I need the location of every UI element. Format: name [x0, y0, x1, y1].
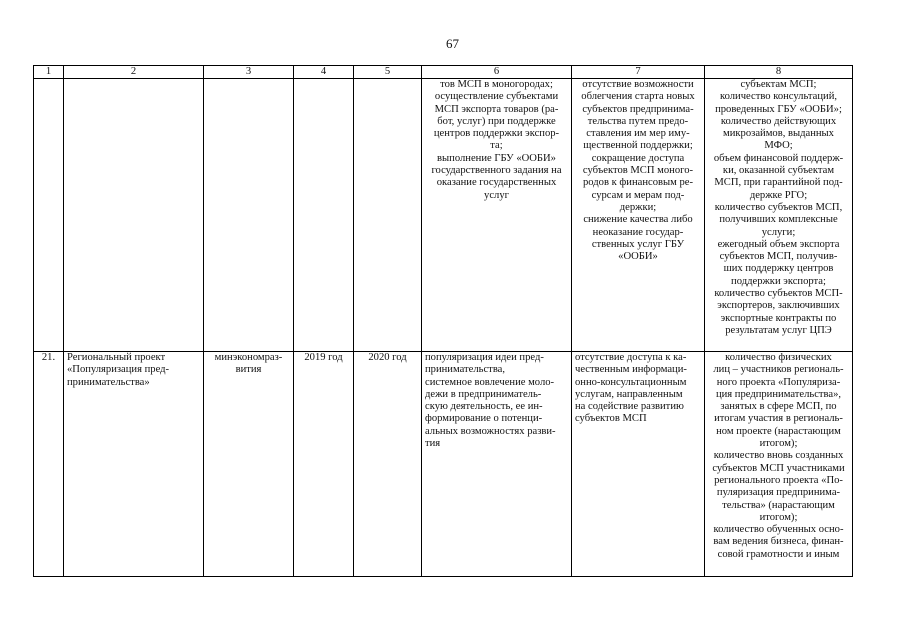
header-cell-5: 5: [354, 66, 422, 79]
header-cell-2: 2: [64, 66, 204, 79]
header-cell-7: 7: [572, 66, 705, 79]
continued-consequences-cell: отсутствие возможности облегчения старта новых субъектов предпринима- тельства путем предо- ставления им мер иму- щественной поддержки; сокращение доступа субъектов МСП моного- родов к финансовым ре- сурсам и мерам под- держки; снижение качества либо неоказание государ- ственных услуг ГБУ «ООБИ»: [572, 79, 705, 352]
table-row-21: [34, 352, 853, 577]
consequences-cell: отсутствие доступа к ка- чественным информаци- онно-консультационным услугам, направленным на содействие развитию субъектов МСП: [572, 352, 705, 577]
row-number: 21.: [34, 352, 64, 577]
project-name-cell: Региональный проект «Популяризация пред- принимательства»: [64, 352, 204, 577]
header-cell-4: 4: [294, 66, 354, 79]
header-cell-8: 8: [705, 66, 853, 79]
program-table: [33, 65, 853, 577]
header-cell-1: 1: [34, 66, 64, 79]
end-year-cell: 2020 год: [354, 352, 422, 577]
continued-result-cell: тов МСП в моногородах; осуществление субъектами МСП экспорта товаров (ра- бот, услуг) при поддержке центров поддержки экспор- та; выполнение ГБУ «ООБИ» государственного задания на оказание государственных услуг: [422, 79, 572, 352]
executor-cell: минэкономраз- вития: [204, 352, 294, 577]
header-cell-3: 3: [204, 66, 294, 79]
start-year-cell: 2019 год: [294, 352, 354, 577]
result-cell: популяризация идеи пред- принимательства, системное вовлечение моло- дежи в предприниматель- скую деятельность, ее ин- формирование о потенци- альных возможностях разви- тия: [422, 352, 572, 577]
header-row: [34, 66, 853, 79]
continued-row: [34, 79, 853, 352]
indicators-cell: количество физических лиц – участников региональ- ного проекта «Популяриза- ция предпринимательства», занятых в сфере МСП, по итогам участия в региональ- ном проекте (нарастающим итогом); количество вновь созданных субъектов МСП участниками регионального проекта «По- пуляризация предпринима- тельства» (нарастающим итогом); количество обученных осно- вам ведения бизнеса, финан- совой грамотности и иным: [705, 352, 853, 577]
page-number: 67: [446, 36, 459, 51]
header-cell-6: 6: [422, 66, 572, 79]
continued-indicators-cell: субъектам МСП; количество консультаций, проведенных ГБУ «ООБИ»; количество действующих микрозаймов, выданных МФО; объем финансовой поддерж- ки, оказанной субъектам МСП, при гарантийной под- держке РГО; количество субъектов МСП, получивших комплексные услуги; ежегодный объем экспорта субъектов МСП, получив- ших поддержку центров поддержки экспорта; количество субъектов МСП- экспортеров, заключивших экспортные контракты по результатам услуг ЦПЭ: [705, 79, 853, 352]
